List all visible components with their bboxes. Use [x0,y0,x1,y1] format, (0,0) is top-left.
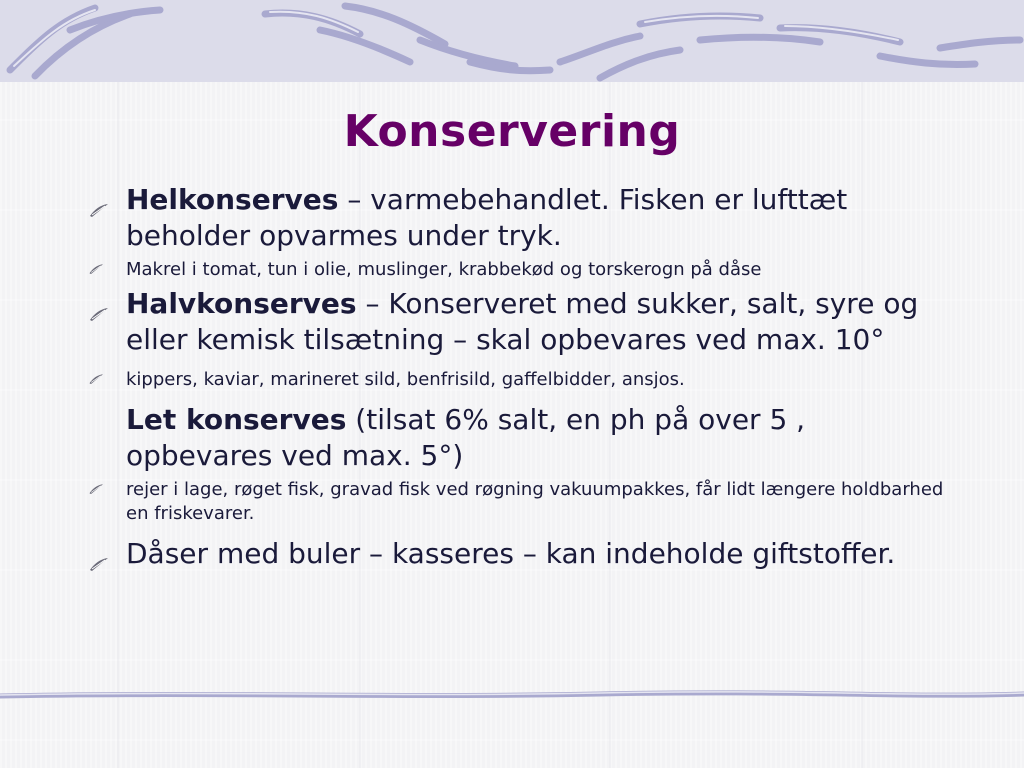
item-text: (tilsat 6% salt, en ph på over 5 , opbevares ved max. 5°) [126,403,806,472]
list-item [88,182,948,254]
quill-bullet-icon [88,372,105,384]
quill-bullet-icon [88,482,105,494]
quill-bullet-icon [88,262,105,274]
quill-bullet-icon [88,191,110,207]
term-let-konserves: Let konserves [126,403,347,436]
item-text: – varmebehandlet. Fisken er lufttæt beholder opvarmes under tryk. [126,183,848,252]
list-item [88,286,948,358]
term-helkonserves: Helkonserves [126,183,339,216]
item-text: rejer i lage, røget fisk, gravad fisk ved røgning vakuumpakkes, får lidt længere holdbarhed en friskevarer. [126,479,944,524]
item-text: kippers, kaviar, marineret sild, benfrisild, gaffelbidder, ansjos. [126,369,685,390]
footer-divider [0,686,1024,706]
list-item [88,368,948,392]
bullet-list [88,182,948,572]
list-item [88,258,948,282]
quill-bullet-icon [88,545,110,561]
item-text: – Konserveret med sukker, salt, syre og eller kemisk tilsætning – skal opbevares ved max. 10° [126,287,919,356]
header-swash-band [0,0,1024,82]
list-item [88,478,948,526]
item-text: Makrel i tomat, tun i olie, muslinger, krabbekød og torskerogn på dåse [126,259,762,280]
list-item [88,536,948,572]
slide-title: Konservering [343,106,681,157]
term-halvkonserves: Halvkonserves [126,287,357,320]
quill-bullet-icon [88,295,110,311]
item-text: Dåser med buler – kasseres – kan indeholde giftstoffer. [126,537,896,570]
list-item [88,402,948,474]
